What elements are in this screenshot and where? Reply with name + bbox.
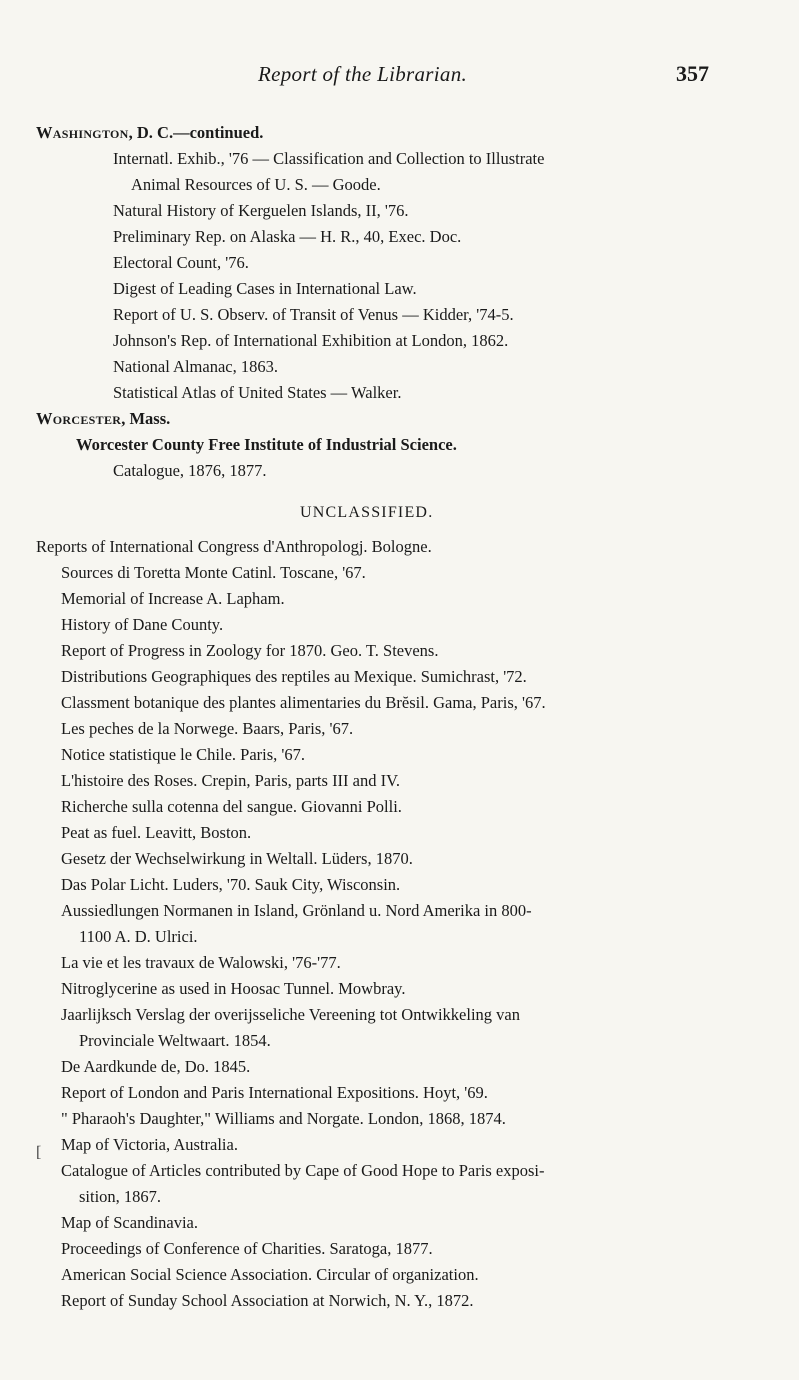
list-item: Johnson's Rep. of International Exhibition at London, 1862.: [113, 331, 509, 350]
list-item: Nitroglycerine as used in Hoosac Tunnel. Mowbray.: [61, 979, 406, 998]
list-item-continuation: Provinciale Weltwaart. 1854.: [79, 1031, 271, 1050]
place-rest: , Mass.: [121, 409, 171, 428]
list-item: Catalogue of Articles contributed by Cape of Good Hope to Paris exposi-: [61, 1161, 545, 1180]
list-item: Gesetz der Wechselwirkung in Weltall. Lüders, 1870.: [61, 849, 413, 868]
section-heading-worcester: [36, 408, 170, 432]
list-item: American Social Science Association. Circular of organization.: [61, 1265, 479, 1284]
list-item: Das Polar Licht. Luders, '70. Sauk City, Wisconsin.: [61, 875, 401, 894]
list-item: Peat as fuel. Leavitt, Boston.: [61, 823, 252, 842]
list-item: Internatl. Exhib., '76 — Classification and Collection to Illustrate: [113, 149, 545, 168]
running-title: Report of the Librarian.: [258, 62, 468, 86]
list-item: L'histoire des Roses. Crepin, Paris, parts III and IV.: [61, 771, 401, 790]
list-item: De Aardkunde de, Do. 1845.: [61, 1057, 251, 1076]
list-item: Natural History of Kerguelen Islands, II, '76.: [113, 201, 409, 220]
list-item-continuation: Animal Resources of U. S. — Goode.: [131, 175, 381, 194]
list-item: Les peches de la Norwege. Baars, Paris, '67.: [61, 719, 354, 738]
list-item: National Almanac, 1863.: [113, 357, 278, 376]
list-item: Report of U. S. Observ. of Transit of Venus — Kidder, '74-5.: [113, 305, 514, 324]
list-item: Report of Progress in Zoology for 1870. Geo. T. Stevens.: [61, 641, 439, 660]
list-item: Notice statistique le Chile. Paris, '67.: [61, 745, 306, 764]
section-heading-washington: [36, 122, 263, 146]
institute-name: Worcester County Free Institute of Industrial Science.: [76, 435, 457, 454]
list-item: Aussiedlungen Normanen in Island, Grönland u. Nord Amerika in 800-: [61, 901, 532, 920]
place-name: Washington: [36, 123, 129, 142]
list-item: Report of Sunday School Association at Norwich, N. Y., 1872.: [61, 1291, 474, 1310]
list-item: Reports of International Congress d'Anthropologj. Bologne.: [36, 537, 432, 556]
list-item: Catalogue, 1876, 1877.: [113, 461, 267, 480]
page-header: [0, 62, 799, 88]
list-item: History of Dane County.: [61, 615, 224, 634]
place-rest: , D. C.—continued.: [128, 123, 264, 142]
margin-bracket-mark: [: [36, 1144, 42, 1161]
list-item: Report of London and Paris International Expositions. Hoyt, '69.: [61, 1083, 488, 1102]
list-item-continuation: 1100 A. D. Ulrici.: [79, 927, 198, 946]
list-item: Proceedings of Conference of Charities. Saratoga, 1877.: [61, 1239, 433, 1258]
list-item: Map of Victoria, Australia.: [61, 1135, 238, 1154]
list-item: La vie et les travaux de Walowski, '76-'77.: [61, 953, 341, 972]
list-item: Memorial of Increase A. Lapham.: [61, 589, 285, 608]
list-item: Richerche sulla cotenna del sangue. Giovanni Polli.: [61, 797, 402, 816]
place-name: Worcester: [36, 409, 122, 428]
list-item: Map of Scandinavia.: [61, 1213, 199, 1232]
list-item: Statistical Atlas of United States — Walker.: [113, 383, 402, 402]
list-item: Classment botanique des plantes alimentaries du Brĕsil. Gama, Paris, '67.: [61, 693, 546, 712]
list-item: Jaarlijksch Verslag der overijsseliche Vereening tot Ontwikkeling van: [61, 1005, 520, 1024]
list-item: Sources di Toretta Monte Catinl. Toscane, '67.: [61, 563, 366, 582]
page-number: 357: [676, 61, 709, 86]
list-item: Electoral Count, '76.: [113, 253, 249, 272]
list-item: " Pharaoh's Daughter," Williams and Norgate. London, 1868, 1874.: [61, 1109, 506, 1128]
list-item: Preliminary Rep. on Alaska — H. R., 40, Exec. Doc.: [113, 227, 462, 246]
list-item: Distributions Geographiques des reptiles au Mexique. Sumichrast, '72.: [61, 667, 527, 686]
list-item: Digest of Leading Cases in International Law.: [113, 279, 417, 298]
section-title-unclassified: UNCLASSIFIED.: [300, 504, 434, 521]
list-item-continuation: sition, 1867.: [79, 1187, 162, 1206]
